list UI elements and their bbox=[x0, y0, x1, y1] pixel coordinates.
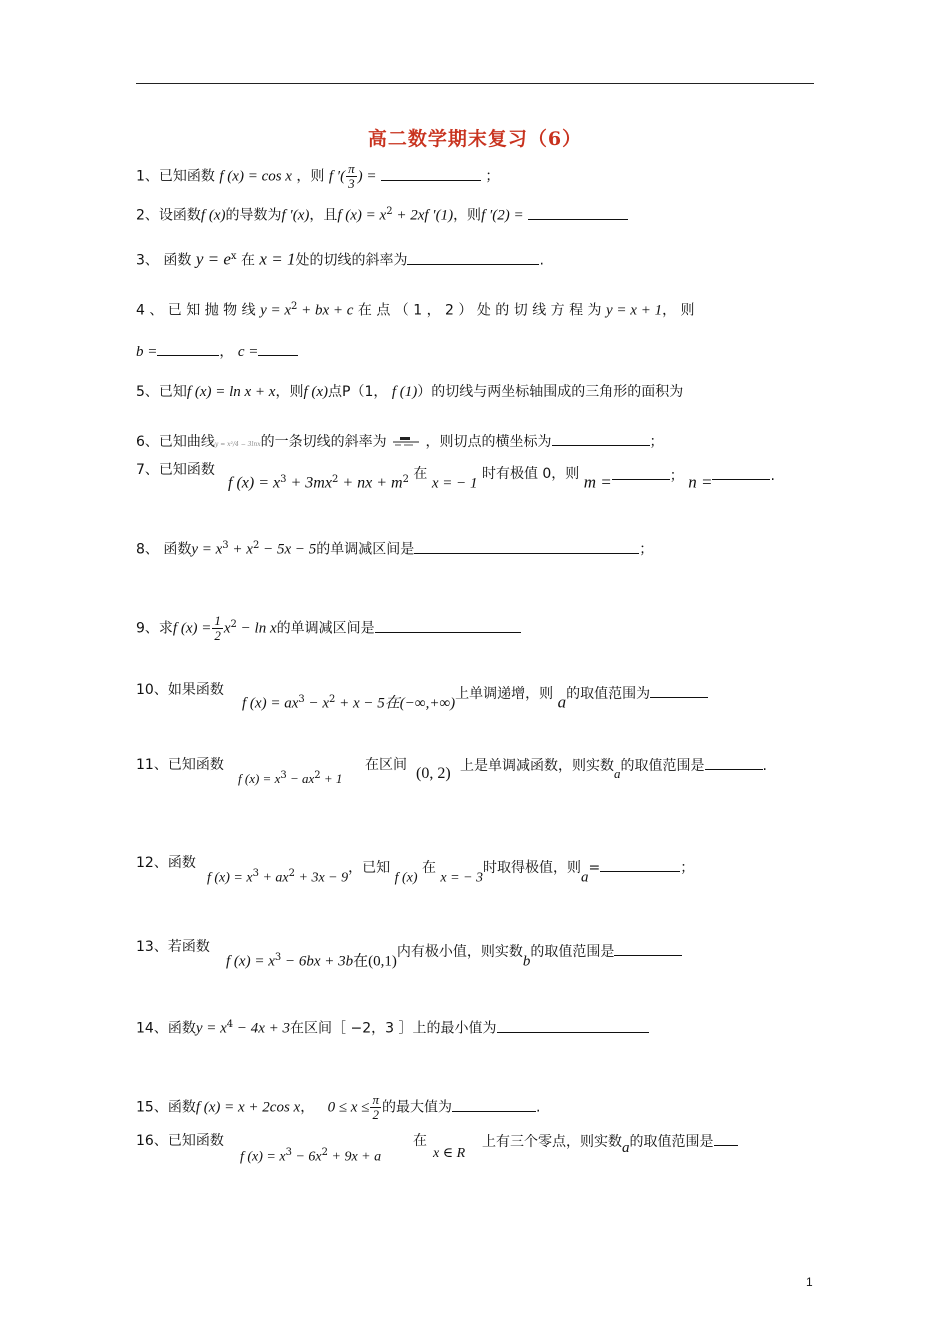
q3-label: 3、 函数 bbox=[136, 252, 192, 269]
q10-sup3: 3 bbox=[298, 694, 305, 705]
question-15 bbox=[136, 1093, 540, 1122]
q11-f: f (x) = x bbox=[238, 771, 281, 786]
q7-sep: ； bbox=[669, 467, 684, 484]
q16-range: 的取值范围是 bbox=[629, 1134, 714, 1150]
q5-point: 点P（1， bbox=[328, 384, 388, 400]
q4-sup: 2 bbox=[291, 301, 298, 312]
q12-x: x = − 3 bbox=[440, 870, 484, 886]
q4-tangent: y = x + 1 bbox=[606, 302, 663, 319]
page-title: 高二数学期末复习（6） bbox=[367, 128, 583, 150]
q11-end: . bbox=[762, 758, 767, 774]
q3-sup: x bbox=[230, 251, 237, 262]
q16-at: 在 bbox=[413, 1133, 427, 1149]
q8-sup2: 2 bbox=[252, 540, 260, 551]
question-11 bbox=[136, 755, 224, 775]
question-16-rest bbox=[413, 1131, 427, 1151]
q9-frac-num: 1 bbox=[214, 613, 221, 628]
q13-b: b bbox=[522, 953, 531, 970]
q8-term3: − 5x − 5 bbox=[259, 541, 317, 558]
q1-function: f (x) = cos x bbox=[219, 168, 292, 185]
q16-a: a bbox=[622, 1140, 630, 1156]
question-7 bbox=[136, 460, 215, 480]
q15-f: f (x) = x + 2cos x bbox=[195, 1099, 301, 1116]
question-2 bbox=[136, 202, 628, 226]
q11-term3: + 1 bbox=[320, 771, 343, 786]
q12-term2: + ax bbox=[258, 870, 289, 886]
q14-y: y = x bbox=[195, 1020, 227, 1037]
q9-ln: − ln x bbox=[236, 620, 277, 637]
q11-answer-blank[interactable] bbox=[705, 755, 763, 770]
question-8 bbox=[136, 536, 653, 560]
q3-text: 处的切线的斜率为 bbox=[295, 252, 408, 269]
q16-answer-blank[interactable] bbox=[714, 1131, 738, 1146]
q12-fx: f (x) bbox=[394, 870, 418, 886]
q7-n: n = bbox=[688, 472, 713, 492]
q9-frac-den: 2 bbox=[214, 628, 221, 643]
q1-label: 1、已知函数 bbox=[136, 168, 215, 185]
q2-text-g: ，则 bbox=[453, 207, 482, 224]
q3-answer-blank[interactable] bbox=[407, 250, 539, 265]
q8-text: 的单调减区间是 bbox=[316, 541, 415, 558]
q9-answer-blank[interactable] bbox=[375, 618, 521, 633]
q14-label: 14、函数 bbox=[136, 1020, 196, 1037]
q14-answer-blank[interactable] bbox=[497, 1018, 649, 1033]
q8-y: y = x bbox=[191, 541, 223, 558]
q4-c: c = bbox=[237, 344, 259, 360]
q9-text: 的单调减区间是 bbox=[276, 620, 375, 637]
q7-sup2b: 2 bbox=[402, 474, 409, 485]
q4-sep: ， bbox=[219, 344, 234, 360]
q7-n-blank[interactable] bbox=[712, 465, 770, 480]
q2-label: 2、设函数 bbox=[136, 207, 201, 224]
q12-sup2: 2 bbox=[288, 868, 296, 879]
q11-range: 的取值范围是 bbox=[620, 758, 705, 774]
question-6 bbox=[136, 431, 664, 455]
q2-eq: f (x) = x bbox=[337, 207, 387, 224]
q5-f1: f (1) bbox=[391, 384, 418, 400]
q2-text-d: ，且 bbox=[309, 207, 338, 224]
q8-sup3: 3 bbox=[222, 540, 229, 551]
q16-term3: + 9x + a bbox=[328, 1149, 382, 1165]
question-16 bbox=[136, 1131, 224, 1151]
q7-term3: + nx + m bbox=[338, 474, 403, 492]
q13-text: 内有极小值，则实数 bbox=[396, 943, 523, 960]
q7-text: 时有极值 0，则 bbox=[481, 465, 580, 482]
q13-f: f (x) = x bbox=[226, 953, 275, 970]
q1-tail: ； bbox=[485, 168, 500, 185]
q9-sup2: 2 bbox=[230, 618, 237, 630]
question-9 bbox=[136, 614, 521, 643]
question-11-body bbox=[238, 766, 342, 789]
question-11-interval bbox=[416, 764, 451, 784]
q7-f: f (x) = x bbox=[228, 474, 281, 492]
question-16-body bbox=[240, 1143, 381, 1168]
q11-sup2: 2 bbox=[314, 770, 321, 781]
q10-term2: − x bbox=[304, 695, 330, 712]
question-11-rest bbox=[365, 755, 407, 775]
question-14 bbox=[136, 1015, 649, 1039]
q7-sup3: 3 bbox=[280, 474, 287, 485]
q8-end: ； bbox=[639, 541, 654, 558]
q5-label: 5、已知 bbox=[136, 384, 187, 400]
q1-mid: ，则 bbox=[296, 168, 325, 185]
q1-derivative: f ′( bbox=[328, 168, 346, 185]
q16-sup3: 3 bbox=[285, 1147, 292, 1158]
q15-fraction bbox=[370, 1093, 381, 1122]
q10-interval: 在(−∞,+∞) bbox=[384, 695, 456, 712]
q16-f: f (x) = x bbox=[240, 1149, 286, 1165]
q13-sup3: 3 bbox=[274, 952, 282, 963]
q2-eq-rest: + 2xf ′(1) bbox=[392, 207, 454, 224]
q10-f: f (x) = ax bbox=[242, 695, 299, 712]
q3-end: . bbox=[539, 252, 544, 269]
q7-m: m = bbox=[583, 472, 612, 492]
q11-interval: (0, 2) bbox=[416, 765, 451, 782]
q14-text: 在区间［ −2，3 ］上的最小值为 bbox=[290, 1020, 497, 1037]
q9-f: f (x) = bbox=[172, 620, 212, 637]
q12-eq: = bbox=[588, 859, 601, 876]
q7-term2: + 3mx bbox=[286, 474, 332, 492]
q6-curve: y = x²/4 − 3lnx bbox=[214, 441, 261, 448]
q2-target: f ′(2) = bbox=[481, 207, 524, 224]
question-4-line-2 bbox=[136, 341, 298, 362]
q12-text-h: 时取得极值，则 bbox=[483, 859, 582, 876]
question-16-tail bbox=[482, 1131, 738, 1156]
q6-tail: ； bbox=[649, 434, 664, 450]
q14-sup4: 4 bbox=[226, 1019, 234, 1030]
q8-label: 8、 函数 bbox=[136, 541, 192, 558]
q15-label: 15、函数 bbox=[136, 1099, 196, 1116]
q12-label: 12、函数 bbox=[136, 855, 196, 871]
q9-label: 9、求 bbox=[136, 620, 173, 637]
q1-end: ) = bbox=[357, 168, 377, 185]
q13-term2: − 6bx + 3b bbox=[281, 953, 354, 970]
header-rule bbox=[136, 83, 814, 84]
q1-frac-num: π bbox=[348, 161, 355, 176]
q1-answer-blank[interactable] bbox=[381, 166, 481, 181]
q12-sup3: 3 bbox=[252, 868, 259, 879]
q4-then: ， 则 bbox=[662, 302, 695, 319]
q10-sup2: 2 bbox=[329, 694, 336, 705]
q11-text-d: 在区间 bbox=[365, 757, 407, 773]
q7-m-blank[interactable] bbox=[612, 465, 670, 480]
q12-text-d: ，已知 bbox=[348, 859, 391, 876]
q12-term3: + 3x − 9 bbox=[295, 870, 349, 886]
question-11-tail bbox=[460, 755, 767, 781]
q12-at: 在 bbox=[421, 859, 436, 876]
q10-text: 上单调递增，则 bbox=[455, 685, 554, 702]
question-5 bbox=[136, 382, 683, 402]
q11-text-f: 上是单调减函数，则实数 bbox=[460, 758, 614, 774]
q1-frac-den: 3 bbox=[348, 176, 355, 191]
q9-fraction bbox=[212, 614, 223, 643]
q10-range: 的取值范围为 bbox=[566, 685, 651, 702]
q8-term2: + x bbox=[228, 541, 253, 558]
q13-answer-blank[interactable] bbox=[614, 941, 682, 956]
q16-label: 16、已知函数 bbox=[136, 1133, 224, 1149]
q4-b: b = bbox=[136, 344, 158, 360]
q7-label: 7、已知函数 bbox=[136, 462, 215, 478]
q6-mid: 的一条切线的斜率为 bbox=[260, 434, 387, 450]
q15-text: 的最大值为 bbox=[381, 1099, 452, 1116]
q16-term2: − 6x bbox=[291, 1149, 322, 1165]
q15-answer-blank[interactable] bbox=[452, 1097, 536, 1112]
question-10 bbox=[136, 680, 224, 700]
q4-b-blank[interactable] bbox=[157, 341, 219, 356]
q4-text: 在 点 （ 1 ， 2 ） 处 的 切 线 方 程 为 bbox=[357, 302, 602, 319]
question-12-body bbox=[207, 859, 695, 889]
question-7-body bbox=[228, 465, 775, 494]
q3-y: y = e bbox=[195, 249, 231, 269]
q15-comma: ， bbox=[300, 1099, 315, 1116]
q10-label: 10、如果函数 bbox=[136, 682, 224, 698]
q7-sup2: 2 bbox=[331, 474, 339, 485]
q15-frac-den: 2 bbox=[372, 1107, 379, 1122]
q2-answer-blank[interactable] bbox=[528, 205, 628, 220]
question-13 bbox=[136, 937, 210, 957]
q3-x: x = 1 bbox=[259, 249, 296, 269]
q12-a: a bbox=[581, 869, 589, 886]
question-10-body bbox=[242, 685, 708, 714]
question-4 bbox=[136, 297, 695, 321]
q7-end: . bbox=[770, 467, 775, 484]
q4-parabola: y = x bbox=[260, 302, 291, 319]
q3-at: 在 bbox=[240, 252, 255, 269]
q7-at: 在 bbox=[413, 465, 428, 482]
q6-end: ，则切点的横坐标为 bbox=[425, 434, 552, 450]
q13-interval: 在(0,1) bbox=[353, 953, 397, 970]
q10-answer-blank[interactable] bbox=[650, 683, 708, 698]
q8-answer-blank[interactable] bbox=[414, 539, 639, 554]
q6-answer-blank[interactable] bbox=[552, 431, 650, 446]
q2-sup: 2 bbox=[386, 206, 393, 217]
q5-text-b: ，则 bbox=[275, 384, 304, 400]
q15-frac-num: π bbox=[372, 1092, 379, 1107]
q12-end: ； bbox=[680, 859, 695, 876]
q5-fx: f (x) bbox=[303, 384, 329, 400]
q14-term2: − 4x + 3 bbox=[233, 1020, 291, 1037]
q11-label: 11、已知函数 bbox=[136, 757, 224, 773]
q15-end: . bbox=[535, 1099, 541, 1116]
q1-fraction bbox=[346, 162, 357, 191]
q5-text-f: ）的切线与两坐标轴围成的三角形的面积为 bbox=[417, 384, 684, 400]
q11-sup3: 3 bbox=[280, 770, 287, 781]
q16-x: x ∈ R bbox=[433, 1146, 466, 1161]
q13-range: 的取值范围是 bbox=[530, 943, 615, 960]
q11-term2: − ax bbox=[286, 771, 315, 786]
page-number: 1 bbox=[806, 1275, 813, 1289]
q4-label: 4 、 已 知 抛 物 线 bbox=[136, 302, 256, 319]
question-1 bbox=[136, 162, 499, 191]
q4-c-blank[interactable] bbox=[258, 341, 298, 356]
q7-x: x = − 1 bbox=[431, 475, 478, 492]
q2-fprime: f ′(x) bbox=[281, 207, 310, 224]
q10-term3: + x − 5 bbox=[335, 695, 385, 712]
q6-label: 6、已知曲线 bbox=[136, 434, 215, 450]
q12-answer-blank[interactable] bbox=[600, 857, 680, 872]
question-13-body bbox=[226, 943, 682, 972]
q11-a: a bbox=[614, 766, 621, 781]
q10-a: a bbox=[557, 692, 567, 712]
q2-f: f (x) bbox=[200, 207, 226, 224]
question-3 bbox=[136, 247, 544, 271]
q2-text-b: 的导数为 bbox=[225, 207, 282, 224]
q16-sup2: 2 bbox=[321, 1147, 329, 1158]
q4-parabola-rest: + bx + c bbox=[297, 302, 354, 319]
q15-domain: 0 ≤ x ≤ bbox=[327, 1099, 370, 1116]
q5-f: f (x) = ln x + x bbox=[186, 384, 276, 400]
q9-x: x bbox=[223, 620, 231, 637]
q6-slope-image bbox=[391, 436, 421, 448]
q12-f: f (x) = x bbox=[207, 870, 253, 886]
q16-text: 上有三个零点，则实数 bbox=[482, 1134, 622, 1150]
q13-label: 13、若函数 bbox=[136, 939, 210, 955]
question-12 bbox=[136, 853, 196, 873]
question-16-domain bbox=[433, 1143, 465, 1164]
